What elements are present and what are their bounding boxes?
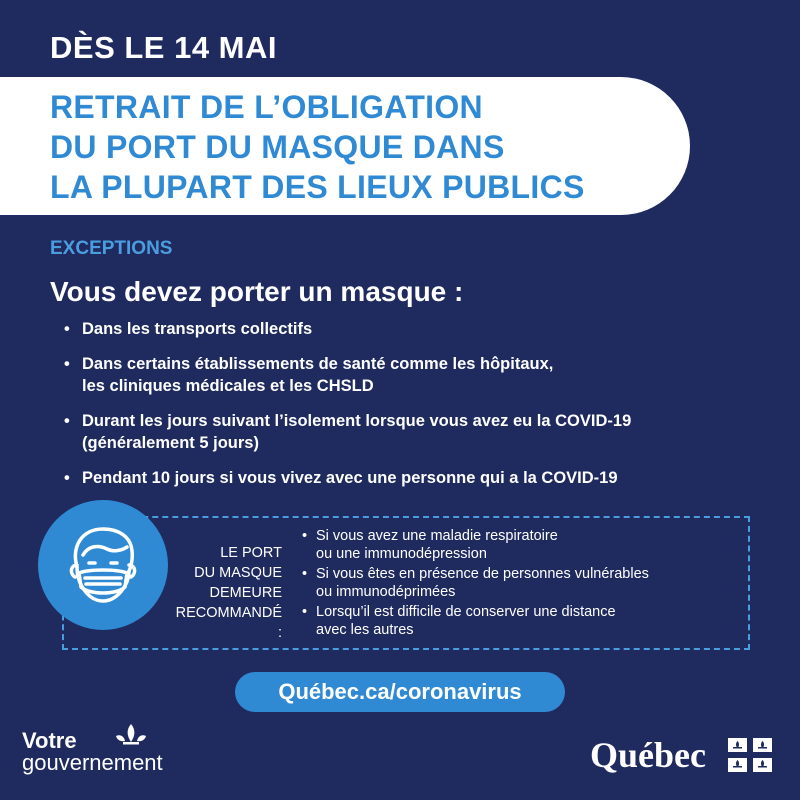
list-item-line: • Lorsqu’il est difficile de conserver une distance: [316, 604, 616, 620]
headline-box: [0, 77, 690, 215]
recommended-label-line: DU MASQUE: [194, 565, 282, 581]
list-item-line: les cliniques médicales et les CHSLD: [82, 377, 374, 395]
list-item-line: • Dans certains établissements de santé comme les hôpitaux,: [82, 355, 554, 373]
list-item-line: avec les autres: [316, 622, 414, 638]
date-banner: DÈS LE 14 MAI: [50, 30, 277, 65]
list-item-line: • Pendant 10 jours si vous vivez avec une personne qui a la COVID-19: [82, 469, 618, 487]
recommended-label-line: DEMEURE: [209, 585, 282, 601]
list-item: [60, 318, 760, 340]
headline-line-1: RETRAIT DE L’OBLIGATION: [50, 89, 483, 125]
headline-line-3: LA PLUPART DES LIEUX PUBLICS: [50, 169, 585, 205]
list-item: [300, 527, 740, 563]
list-item-line: • Dans les transports collectifs: [82, 320, 313, 338]
list-item-line: • Si vous êtes en présence de personnes vulnérables: [316, 566, 649, 582]
masked-face-icon: [38, 500, 168, 630]
headline-line-2: DU PORT DU MASQUE DANS: [50, 129, 505, 165]
list-item-line: ou une immunodépression: [316, 546, 487, 562]
list-item-line: (généralement 5 jours): [82, 434, 259, 452]
logo-votre: Votre: [22, 728, 77, 753]
list-item-line: • Durant les jours suivant l’isolement lorsque vous avez eu la COVID-19: [82, 412, 632, 430]
quebec-wordmark: Québec: [590, 735, 706, 775]
recommended-label-line: LE PORT: [220, 545, 282, 561]
list-item-line: ou immunodéprimées: [316, 584, 456, 600]
website-link[interactable]: Québec.ca/coronavirus: [235, 672, 565, 712]
list-item: [300, 565, 740, 601]
quebec-flag-icon: [728, 738, 772, 772]
exceptions-label: EXCEPTIONS: [50, 238, 173, 259]
list-item-line: • Si vous avez une maladie respiratoire: [316, 528, 558, 544]
list-item: [60, 410, 760, 454]
list-item: [60, 353, 760, 397]
fleur-de-lis-icon: [108, 722, 154, 752]
logo-gouvernement: gouvernement: [22, 750, 163, 775]
must-wear-title: Vous devez porter un masque :: [50, 276, 464, 307]
recommended-list: [300, 527, 740, 641]
recommended-label-line: RECOMMANDÉ :: [175, 605, 282, 641]
list-item: [60, 467, 760, 489]
recommended-label: [170, 543, 282, 643]
list-item: [300, 603, 740, 639]
masked-face-svg: [53, 515, 153, 615]
exceptions-list: [60, 318, 760, 502]
